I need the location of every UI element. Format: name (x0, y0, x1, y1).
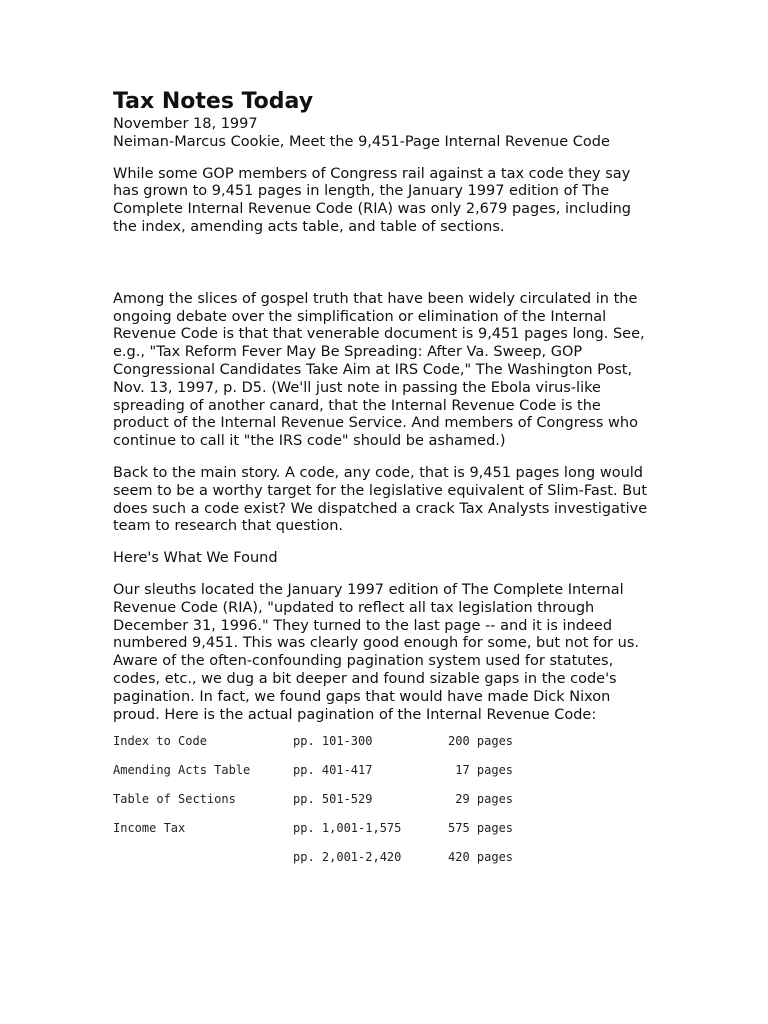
document-page (113, 88, 658, 879)
table-cell-count: 200 pages (448, 734, 514, 749)
table-cell-count: 575 pages (448, 821, 514, 836)
table-cell-section: Income Tax (113, 821, 186, 836)
table-cell-section: Amending Acts Table (113, 763, 251, 778)
paragraph-gospel-truth: Among the slices of gospel truth that have been widely circulated in the ongoing debate over the simplification or elimination of the Internal Revenue Code is that that venerable document is 9,451 pages long. See, e.g., "Tax Reform Fever May Be Spreading: After Va. Sweep, GOP Congressional Candidates Take Aim at IRS Code," The Washington Post, Nov. 13, 1997, p. D5. (We'll just note in passing the Ebola virus-like spreading of another canard, that the Internal Revenue Code is the product of the Internal Revenue Service. And members of Congress who continue to call it "the IRS code" should be ashamed.) (113, 290, 645, 450)
table-cell-section: Table of Sections (113, 792, 236, 807)
paragraph-main-story: Back to the main story. A code, any code, that is 9,451 pages long would seem to be a worthy target for the legislative equivalent of Slim-Fast. But does such a code exist? We dispatched a crack Tax Analysts investigative team to research that question. (113, 464, 648, 535)
table-row (113, 763, 658, 792)
paragraph-summary: While some GOP members of Congress rail against a tax code they say has grown to 9,451 pages in length, the January 1997 edition of The Complete Internal Revenue Code (RIA) was only 2,679 pages, including the index, amending acts table, and table of sections. (113, 165, 631, 235)
table-row (113, 792, 658, 821)
document-date: November 18, 1997 (113, 116, 258, 132)
table-row (113, 734, 658, 763)
table-cell-range: pp. 1,001-1,575 (293, 821, 402, 836)
document-headline: Neiman-Marcus Cookie, Meet the 9,451-Page Internal Revenue Code (113, 133, 610, 150)
table-row (113, 850, 658, 879)
section-heading: Here's What We Found (113, 550, 278, 567)
table-cell-section: Index to Code (113, 734, 207, 749)
table-cell-range: pp. 2,001-2,420 (293, 850, 402, 865)
document-title: Tax Notes Today (113, 89, 314, 114)
table-row (113, 821, 658, 850)
pagination-table (113, 734, 658, 879)
table-cell-count: 420 pages (448, 850, 514, 865)
table-cell-range: pp. 101-300 (293, 734, 373, 749)
table-cell-count: 29 pages (448, 792, 514, 807)
paragraph-sleuths: Our sleuths located the January 1997 edition of The Complete Internal Revenue Code (RIA), "updated to reflect all tax legislation through December 31, 1996." They turned to the last page -- and it is indeed numbered 9,451. This was clearly good enough for some, but not for us. Aware of the often-confounding pagination system used for statutes, codes, etc., we dug a bit deeper and found sizable gaps in the code's pagination. In fact, we found gaps that would have made Dick Nixon proud. Here is the actual pagination of the Internal Revenue Code: (113, 581, 639, 723)
table-cell-count: 17 pages (448, 763, 514, 778)
table-cell-range: pp. 501-529 (293, 792, 373, 807)
table-cell-range: pp. 401-417 (293, 763, 373, 778)
